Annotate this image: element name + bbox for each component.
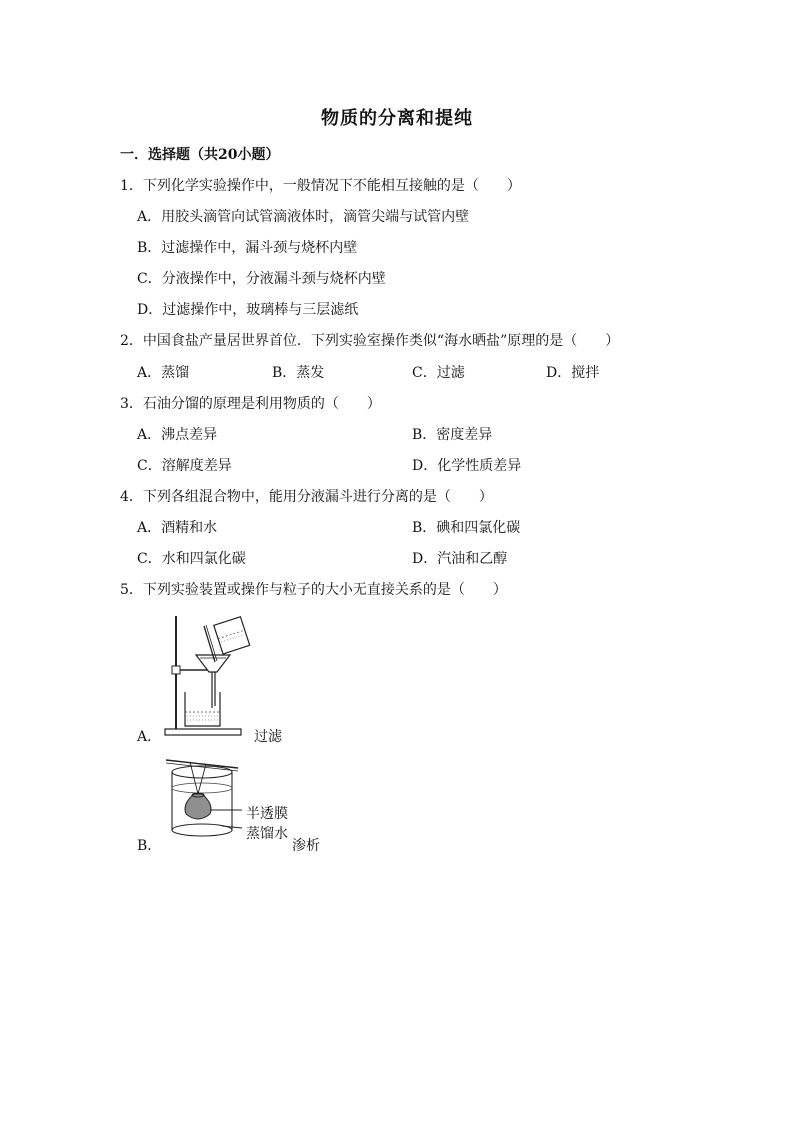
q4-option-b: B．碘和四氯化碳 [412,520,521,536]
q2-option-b: B．蒸发 [272,365,325,381]
q3-option-c: C．溶解度差异 [137,458,232,474]
q4-option-a: A．酒精和水 [137,520,218,536]
filtration-apparatus-figure [158,608,254,744]
q5-option-b-membrane-label: 半透膜 [246,806,288,822]
q5-option-b-marker: B． [137,838,162,854]
q4-option-c: C．水和四氯化碳 [137,551,246,567]
q3-option-a: A．沸点差异 [137,427,218,443]
q3-stem: 3．石油分馏的原理是利用物质的（ ） [120,396,381,412]
q5-option-b-caption: 渗析 [292,838,320,854]
q4-stem: 4．下列各组混合物中，能用分液漏斗进行分离的是（ ） [120,489,493,505]
q2-stem: 2．中国食盐产量居世界首位．下列实验室操作类似“海水晒盐”原理的是（ ） [120,333,620,349]
q5-option-a-marker: A． [137,729,162,745]
q4-option-d: D．汽油和乙醇 [412,551,508,567]
page-title: 物质的分离和提纯 [321,108,473,129]
q1-option-c: C．分液操作中，分液漏斗颈与烧杯内壁 [137,271,386,287]
q1-option-d: D．过滤操作中，玻璃棒与三层滤纸 [137,302,359,318]
q3-option-d: D．化学性质差异 [412,458,522,474]
dialysis-apparatus-figure [160,754,246,844]
q2-option-d: D．搅拌 [546,365,600,381]
q2-option-a: A．蒸馏 [137,365,190,381]
q1-option-a: A．用胶头滴管向试管滴液体时，滴管尖端与试管内壁 [137,209,470,225]
section-heading: 一．选择题（共20小题） [120,147,280,163]
q5-option-b-water-label: 蒸馏水 [246,826,288,842]
q2-option-c: C．过滤 [412,365,465,381]
q3-option-b: B．密度差异 [412,427,493,443]
q1-option-b: B．过滤操作中，漏斗颈与烧杯内壁 [137,240,358,256]
q5-stem: 5．下列实验装置或操作与粒子的大小无直接关系的是（ ） [120,582,507,598]
q1-stem: 1．下列化学实验操作中，一般情况下不能相互接触的是（ ） [120,178,521,194]
q5-option-a-caption: 过滤 [254,729,282,745]
